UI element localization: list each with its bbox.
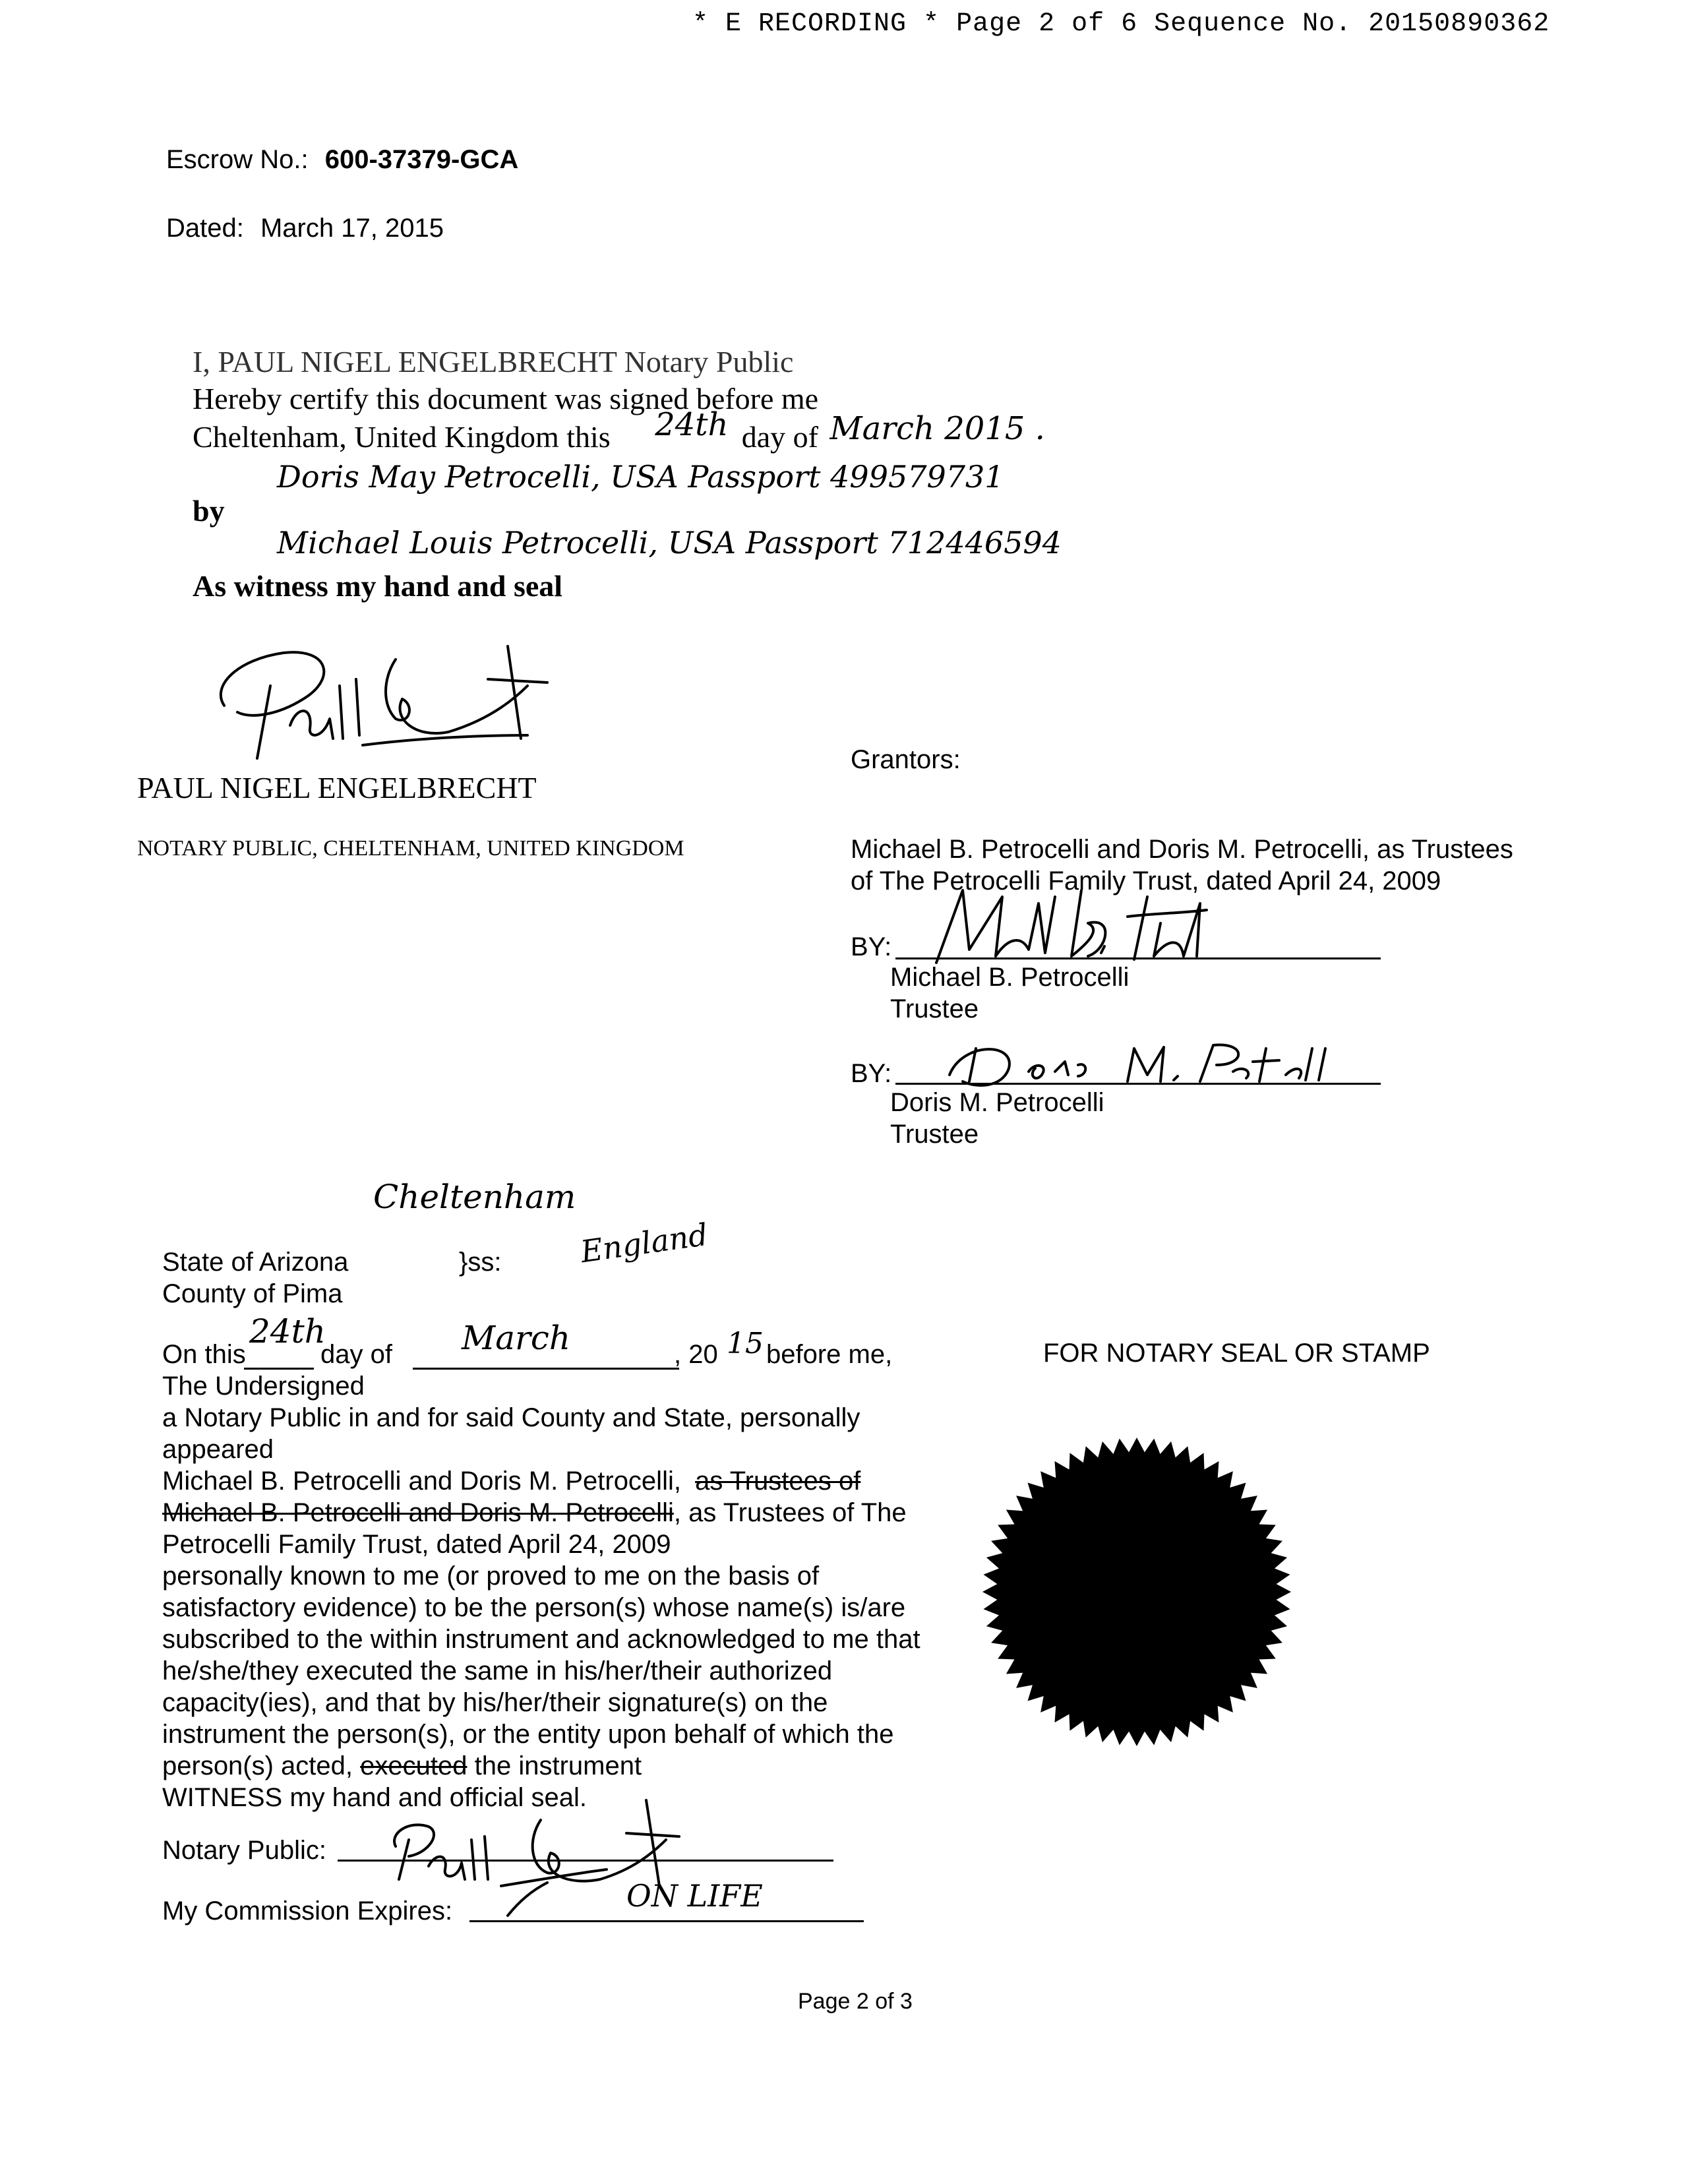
county-line: County of Pima: [162, 1279, 343, 1308]
grantors-heading: Grantors:: [851, 745, 961, 774]
cert-month-handwritten: March 2015 .: [829, 410, 1045, 447]
ack-year-handwritten: 15: [727, 1327, 764, 1360]
signer-michael-handwritten: Michael Louis Petrocelli, USA Passport 712446594: [277, 525, 1062, 561]
ack-body-line-6: instrument the person(s), or the entity upon behalf of which the: [162, 1720, 894, 1749]
commission-handwritten: ON LIFE: [626, 1878, 763, 1914]
ack-body-line-2: satisfactory evidence) to be the person(s) whose name(s) is/are: [162, 1593, 906, 1622]
year-prefix: , 20: [674, 1340, 718, 1369]
struck-trustees-of: as Trustees of: [695, 1467, 861, 1496]
dated-line: [166, 214, 444, 243]
witness-hand-seal: As witness my hand and seal: [193, 569, 563, 603]
escrow-label: Escrow No.:: [166, 145, 309, 174]
notary-cert-line-3: [193, 406, 1045, 455]
trust-line-2: Petrocelli Family Trust, dated April 24, 2009: [162, 1530, 671, 1559]
escrow-number: 600-37379-GCA: [324, 145, 519, 174]
undersigned-line: The Undersigned: [162, 1372, 365, 1401]
by-label: by: [193, 494, 225, 528]
appeared-names-line: [162, 1467, 860, 1496]
by-label-michael: BY:: [851, 932, 892, 961]
venue-country-handwritten: England: [578, 1216, 710, 1270]
page-footer: Page 2 of 3: [798, 1989, 913, 2014]
commission-line: [469, 1920, 864, 1922]
signer-role-doris: Trustee: [890, 1120, 979, 1149]
person-acted: person(s) acted,: [162, 1751, 361, 1780]
notary-county-line-1: a Notary Public in and for said County and State, personally: [162, 1403, 860, 1432]
ack-body-line-4: he/she/they executed the same in his/her/their authorized: [162, 1656, 833, 1685]
state-line: State of Arizona: [162, 1248, 349, 1277]
seal-area-label: FOR NOTARY SEAL OR STAMP: [1043, 1339, 1430, 1368]
recording-header: * E RECORDING * Page 2 of 6 Sequence No. 20150890362: [692, 9, 1550, 39]
ack-body-line-3: subscribed to the within instrument and acknowledged to me that: [162, 1625, 920, 1654]
signer-doris-handwritten: Doris May Petrocelli, USA Passport 499579731: [277, 459, 1004, 495]
cert-place: Cheltenham, United Kingdom this: [193, 420, 611, 454]
dated-label: Dated:: [166, 214, 244, 243]
notary-title: NOTARY PUBLIC, CHELTENHAM, UNITED KINGDOM: [137, 836, 684, 861]
appeared-names: Michael B. Petrocelli and Doris M. Petrocelli,: [162, 1467, 681, 1496]
notary-county-line-2: appeared: [162, 1435, 274, 1464]
the-instrument: the instrument: [467, 1751, 642, 1780]
commission-label: My Commission Expires:: [162, 1896, 453, 1926]
notary-printed-name: PAUL NIGEL ENGELBRECHT: [137, 771, 537, 804]
ack-month-handwritten: March: [462, 1319, 571, 1357]
month-blank-line: [413, 1368, 679, 1370]
struck-names: Michael B. Petrocelli and Doris M. Petrocelli: [162, 1498, 674, 1527]
notary-signature: [198, 607, 567, 785]
notary-embossed-seal: [980, 1435, 1294, 1749]
by-label-doris: BY:: [851, 1059, 892, 1088]
on-this-label: On this: [162, 1340, 246, 1369]
before-me-label: before me,: [766, 1340, 893, 1369]
dated-value: March 17, 2015: [260, 214, 444, 243]
day-blank-line: [244, 1368, 314, 1370]
ack-body-line-1: personally known to me (or proved to me on the basis of: [162, 1562, 820, 1591]
notary-cert-line-2: Hereby certify this document was signed before me: [193, 382, 819, 415]
day-of-label: day of: [320, 1340, 392, 1369]
struck-executed: executed: [360, 1751, 467, 1780]
grantors-trust-line-2: of The Petrocelli Family Trust, dated April 24, 2009: [851, 866, 1441, 895]
ack-day-handwritten: 24th: [249, 1312, 326, 1350]
cert-day-of: day of: [741, 420, 818, 454]
trust-line-1: [162, 1498, 907, 1528]
witness-official-seal: WITNESS my hand and official seal.: [162, 1783, 587, 1812]
notary-public-label: Notary Public:: [162, 1836, 326, 1865]
escrow-line: [166, 145, 518, 175]
signer-role-michael: Trustee: [890, 994, 979, 1023]
doris-signature: [936, 1035, 1358, 1095]
ss-label: }ss:: [459, 1248, 502, 1277]
as-trustees-of-the: , as Trustees of The: [673, 1498, 907, 1527]
venue-city-handwritten: Cheltenham: [373, 1178, 576, 1216]
cert-day-handwritten: 24th: [655, 406, 729, 443]
ack-body-line-5: capacity(ies), and that by his/her/their signature(s) on the: [162, 1688, 828, 1717]
michael-signature: [923, 877, 1266, 969]
signer-name-michael: Michael B. Petrocelli: [890, 963, 1130, 992]
notary-cert-line-1: I, PAUL NIGEL ENGELBRECHT Notary Public: [193, 345, 794, 379]
grantors-trust-line-1: Michael B. Petrocelli and Doris M. Petrocelli, as Trustees: [851, 835, 1513, 864]
signer-name-doris: Doris M. Petrocelli: [890, 1088, 1104, 1117]
